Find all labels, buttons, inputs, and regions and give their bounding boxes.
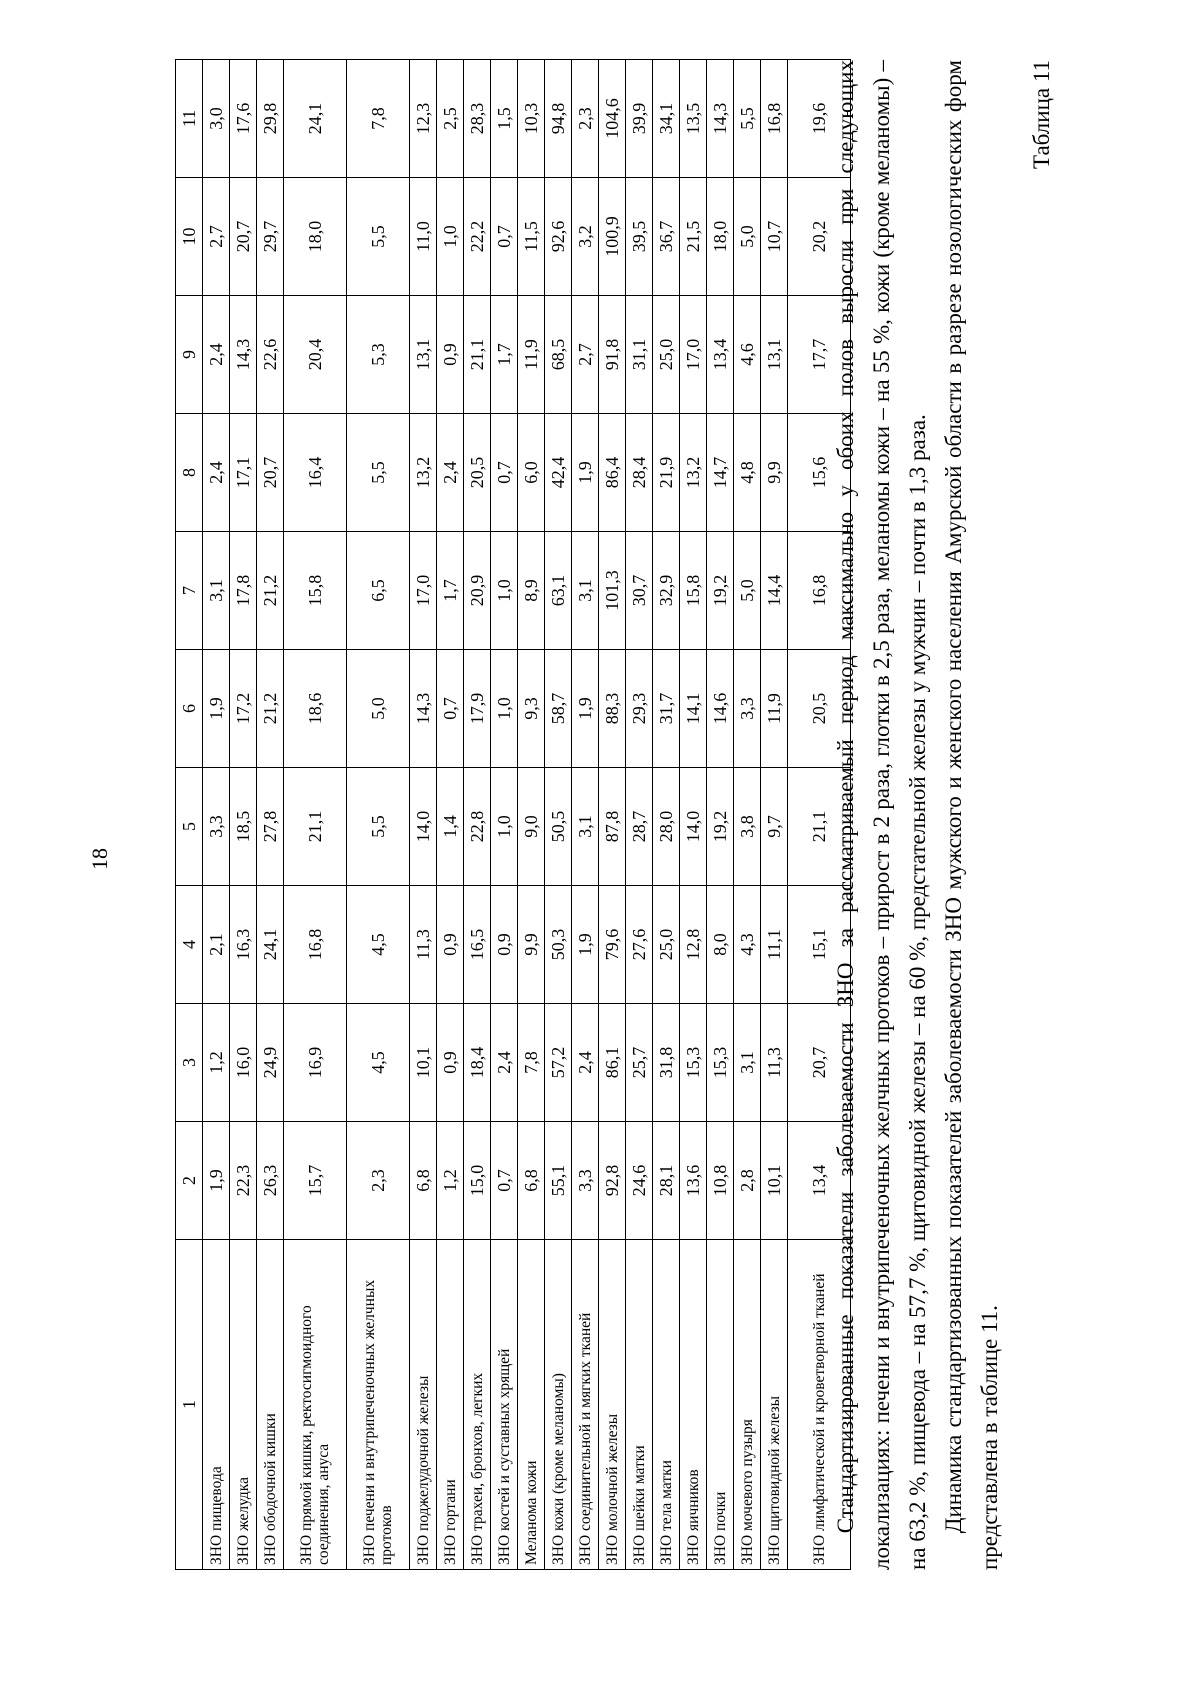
paragraph: Стандартизированные показатели заболеваемости ЗНО за рассматриваемый период максимально у обоих полов выросли при следующих локализациях: печени и внутрипеченочных желчных протоков – прирост в 2 раза, глотки в 2,5 раза, меланомы кожи – на 55 %, кожи (кроме меланомы) – на 63,2 %, пищевода – на 57,7 %, щитовидной железы – на 60 %, предстательной железы у мужчин – почти в 1,3 раза. (833, 60, 930, 1570)
row-label: ЗНО кожи (кроме меланомы) (545, 1240, 572, 1570)
table-cell: 14,3 (230, 296, 257, 414)
table-header-cell: 6 (176, 650, 203, 768)
table-cell: 3,2 (572, 178, 599, 296)
table-header-row (176, 60, 203, 1570)
table-cell: 1,2 (437, 1122, 464, 1240)
table-cell: 1,0 (437, 178, 464, 296)
table-cell: 14,6 (707, 650, 734, 768)
table-cell: 9,7 (761, 768, 788, 886)
paragraph: Динамика стандартизованных показателей заболеваемости ЗНО мужского и женского населения Амурской области в разрезе нозологических форм представлена в таблице 11. (941, 60, 1002, 1570)
table-cell: 50,3 (545, 886, 572, 1004)
table-cell: 20,4 (284, 296, 347, 414)
table-cell: 16,5 (464, 886, 491, 1004)
table-cell: 2,3 (572, 60, 599, 178)
table-cell: 24,9 (257, 1004, 284, 1122)
table-cell: 2,8 (734, 1122, 761, 1240)
table-cell: 17,7 (788, 296, 851, 414)
table-cell: 28,0 (653, 768, 680, 886)
table-cell: 12,3 (410, 60, 437, 178)
table-cell: 15,8 (680, 532, 707, 650)
table-cell: 1,0 (491, 650, 518, 768)
table-cell: 5,3 (347, 296, 410, 414)
table-row (734, 60, 761, 1570)
table-cell: 29,7 (257, 178, 284, 296)
table-cell: 104,6 (599, 60, 626, 178)
table-cell: 31,8 (653, 1004, 680, 1122)
table-cell: 1,9 (572, 650, 599, 768)
table-cell: 21,9 (653, 414, 680, 532)
table-cell: 22,2 (464, 178, 491, 296)
table-cell: 57,2 (545, 1004, 572, 1122)
table-cell: 0,7 (437, 650, 464, 768)
table-cell: 8,0 (707, 886, 734, 1004)
table-cell: 5,0 (734, 178, 761, 296)
table-cell: 21,2 (257, 532, 284, 650)
table-cell: 20,5 (788, 650, 851, 768)
table-row (347, 60, 410, 1570)
table-cell: 0,9 (437, 886, 464, 1004)
table-cell: 7,8 (347, 60, 410, 178)
row-label: ЗНО соединительной и мягких тканей (572, 1240, 599, 1570)
table-header-cell: 7 (176, 532, 203, 650)
table-header-cell: 3 (176, 1004, 203, 1122)
table-cell: 1,7 (491, 296, 518, 414)
table-cell: 39,5 (626, 178, 653, 296)
table-cell: 2,7 (203, 178, 230, 296)
table-cell: 16,0 (230, 1004, 257, 1122)
table-row (410, 60, 437, 1570)
table-cell: 10,8 (707, 1122, 734, 1240)
table-cell: 14,0 (680, 768, 707, 886)
row-label: ЗНО шейки матки (626, 1240, 653, 1570)
row-label: ЗНО костей и суставных хрящей (491, 1240, 518, 1570)
table-cell: 18,0 (284, 178, 347, 296)
table-cell: 2,1 (203, 886, 230, 1004)
table-cell: 18,4 (464, 1004, 491, 1122)
table-cell: 13,2 (410, 414, 437, 532)
table-cell: 16,8 (788, 532, 851, 650)
table-cell: 17,2 (230, 650, 257, 768)
row-label: ЗНО ободочной кишки (257, 1240, 284, 1570)
table-cell: 2,4 (437, 414, 464, 532)
table-header-cell: 10 (176, 178, 203, 296)
table-cell: 27,6 (626, 886, 653, 1004)
table-header-cell: 2 (176, 1122, 203, 1240)
table-cell: 25,0 (653, 296, 680, 414)
table-cell: 101,3 (599, 532, 626, 650)
table-cell: 26,3 (257, 1122, 284, 1240)
table-row (707, 60, 734, 1570)
table-row (518, 60, 545, 1570)
table-header-cell: 5 (176, 768, 203, 886)
table-cell: 28,7 (626, 768, 653, 886)
table-cell: 14,3 (410, 650, 437, 768)
table-cell: 4,8 (734, 414, 761, 532)
table-caption: Таблица 11 (1029, 60, 1054, 170)
table-cell: 10,1 (761, 1122, 788, 1240)
table-cell: 6,0 (518, 414, 545, 532)
table-cell: 22,3 (230, 1122, 257, 1240)
row-label: ЗНО лимфатической и кроветворной тканей (788, 1240, 851, 1570)
table-cell: 17,6 (230, 60, 257, 178)
table-cell: 20,5 (464, 414, 491, 532)
table-cell: 14,7 (707, 414, 734, 532)
table-cell: 28,3 (464, 60, 491, 178)
table-cell: 5,5 (734, 60, 761, 178)
incidence-table (175, 59, 851, 1570)
table-cell: 0,7 (491, 414, 518, 532)
table-cell: 3,0 (203, 60, 230, 178)
table-cell: 29,3 (626, 650, 653, 768)
row-label: ЗНО щитовидной железы (761, 1240, 788, 1570)
table-cell: 8,9 (518, 532, 545, 650)
table-cell: 1,0 (491, 768, 518, 886)
table-cell: 92,6 (545, 178, 572, 296)
table-cell: 2,3 (347, 1122, 410, 1240)
table-cell: 11,3 (761, 1004, 788, 1122)
table-cell: 20,7 (257, 414, 284, 532)
table-cell: 17,9 (464, 650, 491, 768)
row-label: ЗНО молочной железы (599, 1240, 626, 1570)
table-cell: 10,7 (761, 178, 788, 296)
table-cell: 86,4 (599, 414, 626, 532)
table-cell: 0,7 (491, 1122, 518, 1240)
table-cell: 15,3 (707, 1004, 734, 1122)
table-cell: 7,8 (518, 1004, 545, 1122)
table-cell: 5,0 (734, 532, 761, 650)
table-cell: 79,6 (599, 886, 626, 1004)
table-cell: 19,2 (707, 532, 734, 650)
table-cell: 16,9 (284, 1004, 347, 1122)
table-cell: 22,8 (464, 768, 491, 886)
row-label: ЗНО тела матки (653, 1240, 680, 1570)
table-cell: 3,3 (734, 650, 761, 768)
table-cell: 0,7 (491, 178, 518, 296)
table-cell: 9,0 (518, 768, 545, 886)
table-cell: 17,0 (680, 296, 707, 414)
table-cell: 1,7 (437, 532, 464, 650)
table-cell: 15,7 (284, 1122, 347, 1240)
table-row (545, 60, 572, 1570)
table-cell: 3,8 (734, 768, 761, 886)
table-cell: 36,7 (653, 178, 680, 296)
table-cell: 0,9 (437, 296, 464, 414)
table-cell: 31,1 (626, 296, 653, 414)
table-cell: 20,2 (788, 178, 851, 296)
table-cell: 9,3 (518, 650, 545, 768)
table-cell: 24,6 (626, 1122, 653, 1240)
table-cell: 5,0 (347, 650, 410, 768)
table-cell: 15,6 (788, 414, 851, 532)
table-cell: 29,8 (257, 60, 284, 178)
table-cell: 34,1 (653, 60, 680, 178)
table-cell: 0,9 (491, 886, 518, 1004)
table-cell: 10,3 (518, 60, 545, 178)
table-cell: 1,9 (203, 1122, 230, 1240)
table-cell: 0,9 (437, 1004, 464, 1122)
table-cell: 3,3 (572, 1122, 599, 1240)
table-cell: 3,3 (203, 768, 230, 886)
table-cell: 6,5 (347, 532, 410, 650)
table-row (464, 60, 491, 1570)
table-row (761, 60, 788, 1570)
table-cell: 14,3 (707, 60, 734, 178)
table-cell: 28,1 (653, 1122, 680, 1240)
table-row (599, 60, 626, 1570)
table-cell: 39,9 (626, 60, 653, 178)
table-cell: 1,0 (491, 532, 518, 650)
table-cell: 14,0 (410, 768, 437, 886)
table-cell: 16,4 (284, 414, 347, 532)
table-cell: 13,1 (410, 296, 437, 414)
table-row (437, 60, 464, 1570)
table-cell: 24,1 (257, 886, 284, 1004)
table-cell: 27,8 (257, 768, 284, 886)
table-cell: 1,2 (203, 1004, 230, 1122)
table-cell: 5,5 (347, 414, 410, 532)
table-cell: 92,8 (599, 1122, 626, 1240)
table-cell: 28,4 (626, 414, 653, 532)
table-cell: 86,1 (599, 1004, 626, 1122)
table-cell: 100,9 (599, 178, 626, 296)
table-cell: 2,4 (203, 296, 230, 414)
table-cell: 4,5 (347, 886, 410, 1004)
table-cell: 11,0 (410, 178, 437, 296)
table-cell: 20,9 (464, 532, 491, 650)
table-cell: 22,6 (257, 296, 284, 414)
table-row (257, 60, 284, 1570)
table-cell: 15,3 (680, 1004, 707, 1122)
table-cell: 42,4 (545, 414, 572, 532)
table-cell: 13,1 (761, 296, 788, 414)
table-cell: 17,0 (410, 532, 437, 650)
table-cell: 12,8 (680, 886, 707, 1004)
table-cell: 32,9 (653, 532, 680, 650)
table-cell: 5,5 (347, 768, 410, 886)
table-cell: 11,5 (518, 178, 545, 296)
table-cell: 63,1 (545, 532, 572, 650)
table-header-cell: 4 (176, 886, 203, 1004)
table-cell: 11,9 (518, 296, 545, 414)
table-cell: 15,0 (464, 1122, 491, 1240)
table-row (572, 60, 599, 1570)
table-cell: 21,1 (284, 768, 347, 886)
table-cell: 4,3 (734, 886, 761, 1004)
table-cell: 50,5 (545, 768, 572, 886)
table-cell: 11,9 (761, 650, 788, 768)
row-label: ЗНО гортани (437, 1240, 464, 1570)
table-cell: 18,6 (284, 650, 347, 768)
table-cell: 11,1 (761, 886, 788, 1004)
table-cell: 17,8 (230, 532, 257, 650)
table-cell: 3,1 (203, 532, 230, 650)
row-label: ЗНО мочевого пузыря (734, 1240, 761, 1570)
table-row (230, 60, 257, 1570)
table-cell: 16,3 (230, 886, 257, 1004)
table-row (284, 60, 347, 1570)
table-cell: 58,7 (545, 650, 572, 768)
row-label: ЗНО почки (707, 1240, 734, 1570)
table-cell: 3,1 (734, 1004, 761, 1122)
table-cell: 2,7 (572, 296, 599, 414)
table-cell: 19,2 (707, 768, 734, 886)
table-cell: 6,8 (518, 1122, 545, 1240)
table-cell: 1,9 (203, 650, 230, 768)
table-cell: 4,5 (347, 1004, 410, 1122)
table-row (680, 60, 707, 1570)
table-cell: 68,5 (545, 296, 572, 414)
row-label: ЗНО желудка (230, 1240, 257, 1570)
table-cell: 13,5 (680, 60, 707, 178)
table-cell: 2,4 (203, 414, 230, 532)
row-label: Меланома кожи (518, 1240, 545, 1570)
table-cell: 1,9 (572, 886, 599, 1004)
table-cell: 15,8 (284, 532, 347, 650)
table-cell: 91,8 (599, 296, 626, 414)
table-row (653, 60, 680, 1570)
table-cell: 31,7 (653, 650, 680, 768)
page-number: 18 (87, 848, 112, 870)
table-cell: 16,8 (761, 60, 788, 178)
table-cell: 21,5 (680, 178, 707, 296)
table-cell: 14,1 (680, 650, 707, 768)
table-cell: 13,4 (788, 1122, 851, 1240)
table-cell: 14,4 (761, 532, 788, 650)
table-cell: 19,6 (788, 60, 851, 178)
table-cell: 88,3 (599, 650, 626, 768)
table-cell: 21,1 (464, 296, 491, 414)
table-row (203, 60, 230, 1570)
table-cell: 55,1 (545, 1122, 572, 1240)
table-body (203, 60, 851, 1570)
table-cell: 2,5 (437, 60, 464, 178)
table-cell: 4,6 (734, 296, 761, 414)
table-header-cell: 9 (176, 296, 203, 414)
table-header-cell: 11 (176, 60, 203, 178)
table-cell: 15,1 (788, 886, 851, 1004)
table-cell: 1,4 (437, 768, 464, 886)
table-cell: 18,5 (230, 768, 257, 886)
table-header-cell: 1 (176, 1240, 203, 1570)
table-row (626, 60, 653, 1570)
row-label: ЗНО прямой кишки, ректосигмоидного соединения, ануса (284, 1240, 347, 1570)
table-cell: 30,7 (626, 532, 653, 650)
body-text (828, 60, 1060, 1570)
table-cell: 87,8 (599, 768, 626, 886)
row-label: ЗНО яичников (680, 1240, 707, 1570)
table-cell: 25,7 (626, 1004, 653, 1122)
table-cell: 1,9 (572, 414, 599, 532)
table-cell: 13,6 (680, 1122, 707, 1240)
table-cell: 13,4 (707, 296, 734, 414)
table-cell: 6,8 (410, 1122, 437, 1240)
table-cell: 18,0 (707, 178, 734, 296)
row-label: ЗНО печени и внутрипеченочных желчных протоков (347, 1240, 410, 1570)
row-label: ЗНО пищевода (203, 1240, 230, 1570)
table-cell: 2,4 (491, 1004, 518, 1122)
table-cell: 3,1 (572, 532, 599, 650)
table-cell: 21,1 (788, 768, 851, 886)
table-cell: 20,7 (230, 178, 257, 296)
table-cell: 25,0 (653, 886, 680, 1004)
row-label: ЗНО трахеи, бронхов, легких (464, 1240, 491, 1570)
table-cell: 20,7 (788, 1004, 851, 1122)
table-cell: 1,5 (491, 60, 518, 178)
table-cell: 16,8 (284, 886, 347, 1004)
table-cell: 10,1 (410, 1004, 437, 1122)
table-header-cell: 8 (176, 414, 203, 532)
row-label: ЗНО поджелудочной железы (410, 1240, 437, 1570)
table-cell: 5,5 (347, 178, 410, 296)
table-cell: 9,9 (761, 414, 788, 532)
table-cell: 17,1 (230, 414, 257, 532)
table-cell: 13,2 (680, 414, 707, 532)
table-cell: 24,1 (284, 60, 347, 178)
table-cell: 2,4 (572, 1004, 599, 1122)
table-cell: 94,8 (545, 60, 572, 178)
table-cell: 21,2 (257, 650, 284, 768)
table-cell: 9,9 (518, 886, 545, 1004)
table-row (491, 60, 518, 1570)
table-cell: 11,3 (410, 886, 437, 1004)
table-cell: 3,1 (572, 768, 599, 886)
